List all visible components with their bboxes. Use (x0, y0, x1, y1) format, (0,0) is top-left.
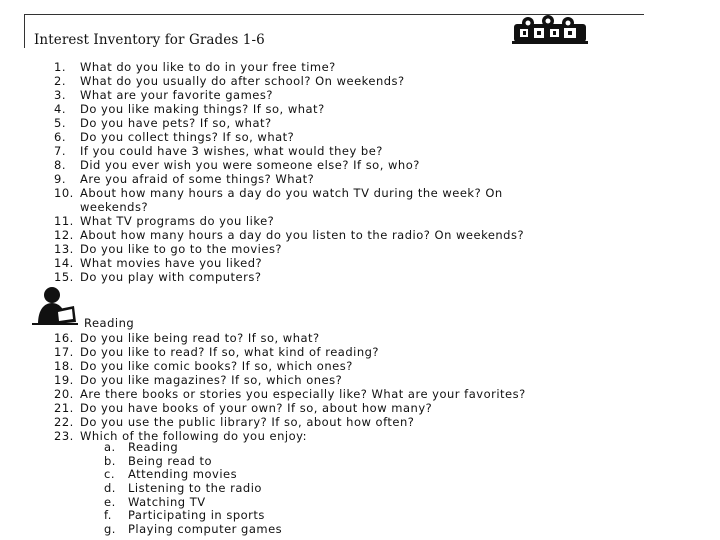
question-text: What do you like to do in your free time? (80, 60, 336, 74)
question-text: Do you like to go to the movies? (80, 242, 283, 256)
option-letter: g. (104, 522, 116, 537)
question-item (54, 373, 714, 387)
question-item (54, 270, 714, 284)
question-number: 14. (54, 256, 74, 270)
question-number: 8. (54, 158, 66, 172)
question-text: Do you like being read to? If so, what? (80, 331, 320, 345)
question-number: 4. (54, 102, 66, 116)
option-text: Watching TV (128, 494, 206, 509)
question-item (54, 88, 714, 102)
question-number: 22. (54, 415, 74, 429)
question-number: 16. (54, 331, 74, 345)
question-text: What do you usually do after school? On weekends? (80, 74, 405, 88)
question-number: 1. (54, 60, 66, 74)
question-item (54, 228, 714, 242)
question-text: What movies have you liked? (80, 256, 263, 270)
question-number: 5. (54, 116, 66, 130)
question-number: 19. (54, 373, 74, 387)
option-text: Attending movies (128, 467, 238, 482)
question-text: Did you ever wish you were someone else? If so, who? (80, 158, 420, 172)
question-text: If you could have 3 wishes, what would they be? (80, 144, 383, 158)
clipart-logo-icon (508, 14, 592, 48)
option-text: Reading (128, 440, 179, 454)
question-item (54, 130, 714, 144)
question-text: Do you like comic books? If so, which ones? (80, 359, 353, 373)
question-number: 3. (54, 88, 66, 102)
question-text: Do you have pets? If so, what? (80, 116, 272, 130)
option-item (104, 509, 504, 523)
question-number: 9. (54, 172, 66, 186)
question-item (54, 60, 714, 74)
question-item (54, 74, 714, 88)
general-questions-list (54, 60, 714, 284)
option-item (104, 482, 504, 496)
option-item (104, 468, 504, 482)
question-text: Do you have books of your own? If so, about how many? (80, 401, 433, 415)
question-text: What are your favorite games? (80, 88, 273, 102)
question-number: 18. (54, 359, 74, 373)
question-item (54, 387, 714, 401)
header-rule-left (24, 14, 25, 48)
question-number: 10. (54, 186, 74, 200)
option-letter: d. (104, 481, 116, 496)
question-item (54, 242, 714, 256)
option-item (104, 441, 504, 455)
question-text: Do you play with computers? (80, 270, 262, 284)
option-text: Being read to (128, 453, 213, 468)
question-number: 13. (54, 242, 74, 256)
question-text: weekends? (80, 200, 149, 214)
option-text: Participating in sports (128, 508, 265, 523)
question-number: 11. (54, 214, 74, 228)
question-text: About how many hours a day do you listen to the radio? On weekends? (80, 228, 525, 242)
option-letter: c. (104, 467, 115, 482)
question-number: 15. (54, 270, 74, 284)
option-letter: f. (104, 508, 112, 523)
question-text: Do you collect things? If so, what? (80, 130, 295, 144)
question-number: 17. (54, 345, 74, 359)
option-item (104, 455, 504, 469)
question-text: Are there books or stories you especially like? What are your favorites? (80, 387, 526, 401)
option-letter: e. (104, 494, 116, 509)
question-text: Do you use the public library? If so, about how often? (80, 415, 415, 429)
question-item (54, 144, 714, 158)
child-reading-icon (30, 286, 80, 326)
option-letter: a. (104, 440, 116, 454)
question-item (54, 359, 714, 373)
question-number: 7. (54, 144, 66, 158)
question-text: Do you like to read? If so, what kind of reading? (80, 345, 380, 359)
option-item (104, 496, 504, 510)
question-item (54, 256, 714, 270)
question-item (54, 158, 714, 172)
question-item (54, 116, 714, 130)
question-number: 6. (54, 130, 66, 144)
question-number: 20. (54, 387, 74, 401)
option-letter: b. (104, 453, 116, 468)
question-text: Do you like magazines? If so, which ones? (80, 373, 343, 387)
option-item (104, 523, 504, 537)
reading-section-heading: Reading (84, 316, 135, 330)
page-title: Interest Inventory for Grades 1-6 (34, 32, 265, 48)
question-item (54, 186, 714, 200)
q23-options-list (104, 441, 504, 537)
question-item (54, 415, 714, 429)
question-item (54, 331, 714, 345)
option-text: Listening to the radio (128, 481, 262, 496)
question-number: 12. (54, 228, 74, 242)
question-item (54, 102, 714, 116)
question-number: 21. (54, 401, 74, 415)
question-number: 2. (54, 74, 66, 88)
question-item (54, 172, 714, 186)
question-text: What TV programs do you like? (80, 214, 275, 228)
question-text: About how many hours a day do you watch TV during the week? On (80, 186, 503, 200)
option-text: Playing computer games (128, 522, 283, 537)
question-item (54, 345, 714, 359)
question-item (54, 214, 714, 228)
question-text: Do you like making things? If so, what? (80, 102, 325, 116)
reading-questions-list (54, 331, 714, 443)
question-text: Are you afraid of some things? What? (80, 172, 315, 186)
question-text: Which of the following do you enjoy: (80, 429, 307, 443)
question-number: 23. (54, 429, 74, 443)
question-continuation (54, 200, 714, 214)
question-item (54, 401, 714, 415)
